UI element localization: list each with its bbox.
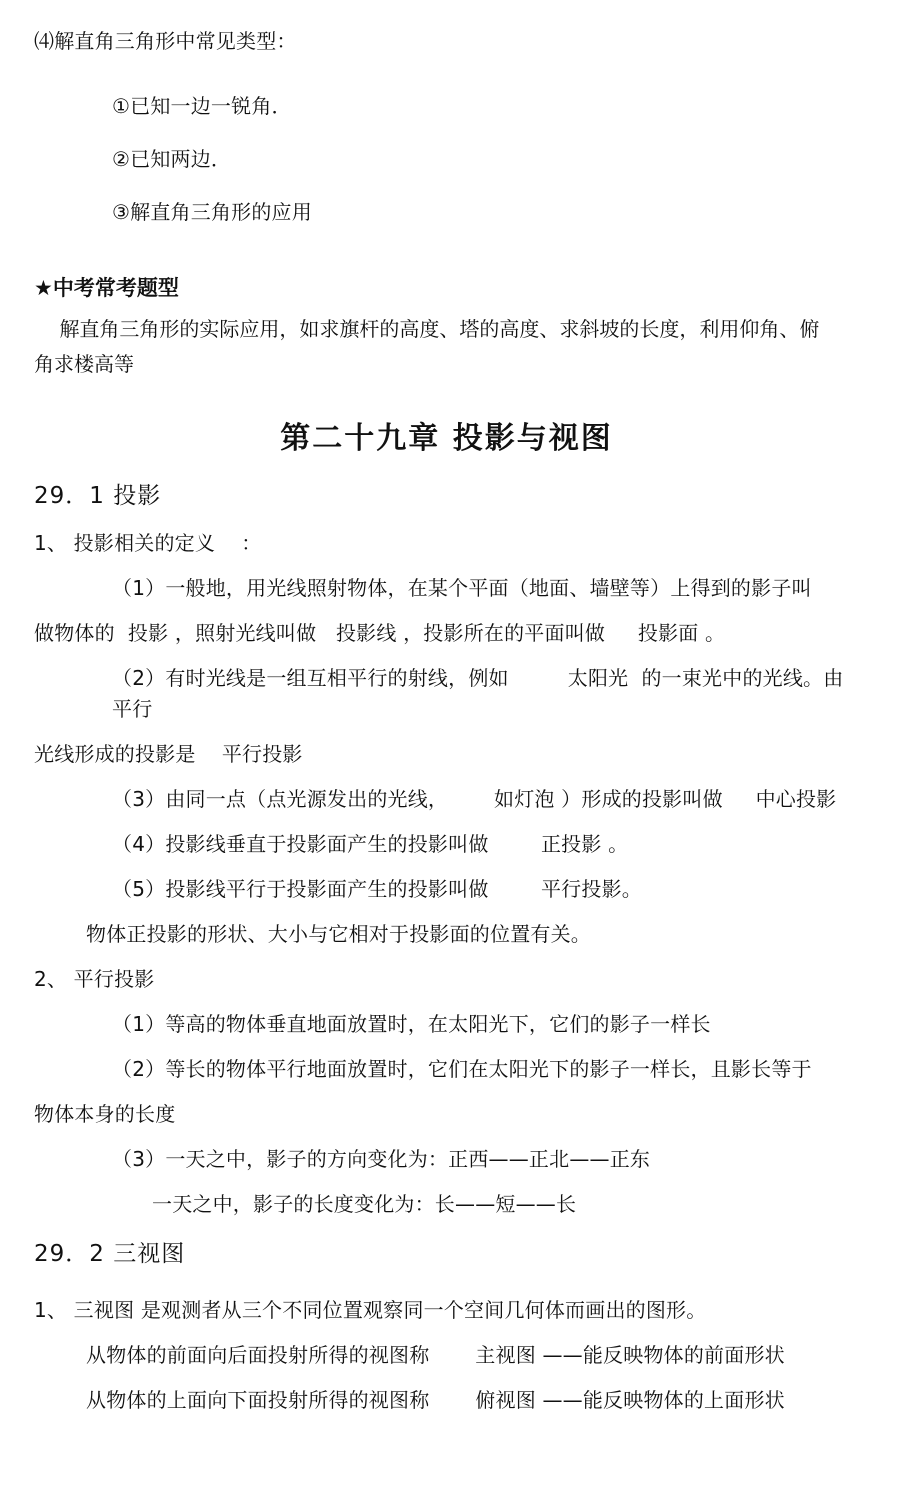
text-line: （2）有时光线是一组互相平行的射线，例如 太阳光 的一束光中的光线。由平行 <box>112 666 844 722</box>
text-line: （2）等长的物体平行地面放置时，它们在太阳光下的影子一样长，且影长等于 <box>112 1057 812 1082</box>
text-line: 2、 平行投影 <box>34 967 155 992</box>
text-line: 解直角三角形的实际应用，如求旗杆的高度、塔的高度、求斜坡的长度，利用仰角、俯 <box>34 316 820 341</box>
text-line: ⑷解直角三角形中常见类型： <box>34 29 297 53</box>
text-line: （1）等高的物体垂直地面放置时，在太阳光下，它们的影子一样长 <box>112 1012 711 1037</box>
text-line: 一天之中，影子的长度变化为：长——短——长 <box>152 1192 577 1217</box>
text-line: ①已知一边一锐角． <box>112 94 292 118</box>
section-heading-exam-types: ★中考常考题型 <box>34 276 179 300</box>
text-line: 做物体的 投影 ，照射光线叫做 投影线 ，投影所在的平面叫做 投影面 。 <box>34 621 726 646</box>
text-line: 从物体的上面向下面投射所得的视图称 俯视图 ——能反映物体的上面形状 <box>86 1388 785 1413</box>
text-line: ②已知两边． <box>112 147 232 171</box>
text-line: 物体正投影的形状、大小与它相对于投影面的位置有关。 <box>86 922 591 947</box>
text-line: 物体本身的长度 <box>34 1102 176 1127</box>
text-line: 角求楼高等 <box>34 351 134 376</box>
text-line: 1、 投影相关的定义 ： <box>34 531 262 556</box>
text-line: ③解直角三角形的应用 <box>112 200 312 224</box>
text-line: （3）一天之中，影子的方向变化为：正西——正北——正东 <box>112 1147 651 1172</box>
text-line: 光线形成的投影是 平行投影 <box>34 742 303 767</box>
text-line: 1、 三视图 是观测者从三个不同位置观察同一个空间几何体而画出的图形。 <box>34 1298 707 1323</box>
text-line: （3）由同一点（点光源发出的光线， 如灯泡 ）形成的投影叫做 中心投影 <box>112 787 837 812</box>
section-heading-29-2: 29．2 三视图 <box>34 1241 186 1268</box>
text-line: （5）投影线平行于投影面产生的投影叫做 平行投影。 <box>112 877 642 902</box>
text-line: （4）投影线垂直于投影面产生的投影叫做 正投影 。 <box>112 832 629 857</box>
text-line: 从物体的前面向后面投射所得的视图称 主视图 ——能反映物体的前面形状 <box>86 1343 785 1368</box>
chapter-title: 第二十九章 投影与视图 <box>280 420 613 456</box>
text-line: （1）一般地，用光线照射物体，在某个平面（地面、墙壁等）上得到的影子叫 <box>112 576 812 601</box>
section-heading-29-1: 29．1 投影 <box>34 482 162 509</box>
